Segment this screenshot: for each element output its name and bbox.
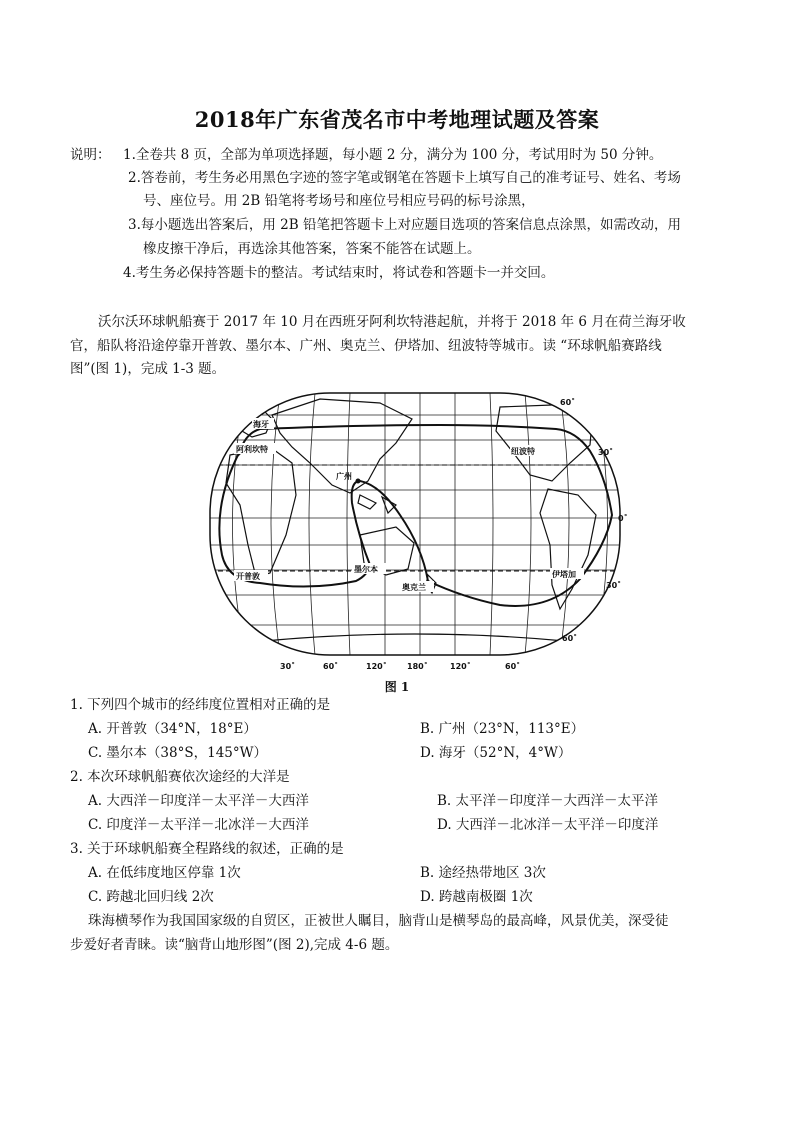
map-graticule bbox=[210, 393, 620, 655]
map-svg bbox=[200, 385, 630, 675]
instruction-item: 1.全卷共 8 页，全部为单项选择题，每小题 2 分，满分为 100 分，考试用时为 50 分钟。 bbox=[123, 147, 663, 163]
lon-label: 120˚ bbox=[450, 662, 471, 671]
question-stem: 2. 本次环球帆船赛依次途经的大洋是 bbox=[70, 769, 290, 785]
instructions-label: 说明： bbox=[70, 147, 111, 163]
city-label-itajai: 伊塔加 bbox=[552, 570, 576, 579]
lat-label: 30˚ bbox=[598, 448, 614, 457]
city-label-alicante: 阿利坎特 bbox=[236, 445, 268, 454]
lat-label: 30˚ bbox=[606, 581, 622, 590]
world-route-map bbox=[200, 385, 630, 675]
city-label-melbourne: 墨尔本 bbox=[354, 565, 378, 574]
question-option: A. 开普敦（34°N，18°E） bbox=[88, 721, 257, 737]
passage-line: 沃尔沃环球帆船赛于 2017 年 10 月在西班牙阿利坎特港起航，并将于 2018 年 6 月在荷兰海牙收 bbox=[98, 314, 686, 330]
instruction-item: 3.每小题选出答案后，用 2B 铅笔把答题卡上对应题目选项的答案信息点涂黑，如需改动，用 bbox=[128, 217, 681, 233]
instruction-item: 4.考生务必保持答题卡的整洁。考试结束时，将试卷和答题卡一并交回。 bbox=[123, 265, 555, 281]
lon-label: 60˚ bbox=[323, 662, 339, 671]
lon-label: 30˚ bbox=[280, 662, 296, 671]
passage-line: 步爱好者青睐。读“脑背山地形图”(图 2),完成 4-6 题。 bbox=[70, 937, 399, 953]
question-option: D. 海牙（52°N，4°W） bbox=[420, 745, 572, 761]
page-title: 2018年广东省茂名市中考地理试题及答案 bbox=[194, 107, 600, 132]
lat-label: 0˚ bbox=[618, 514, 628, 523]
instruction-item: 2.答卷前，考生务必用黑色字迹的签字笔或钢笔在答题卡上填写自己的准考证号、姓名、考场 bbox=[128, 170, 681, 186]
question-option: C. 印度洋－太平洋－北冰洋－大西洋 bbox=[88, 817, 309, 833]
city-marker bbox=[356, 479, 361, 484]
city-label-auckland: 奥克兰 bbox=[402, 583, 426, 592]
passage-line: 官，船队将沿途停靠开普敦、墨尔本、广州、奥克兰、伊塔加、纽波特等城市。读 “环球帆船赛路线 bbox=[70, 338, 662, 354]
instruction-item: 橡皮擦干净后，再选涂其他答案，答案不能答在试题上。 bbox=[143, 241, 481, 257]
city-label-capetown: 开普敦 bbox=[236, 572, 260, 581]
question-stem: 3. 关于环球帆船赛全程路线的叙述，正确的是 bbox=[70, 841, 344, 857]
question-option: B. 太平洋－印度洋－大西洋－太平洋 bbox=[437, 793, 659, 809]
city-label-haiya: 海牙 bbox=[253, 420, 269, 429]
question-option: B. 广州（23°N，113°E） bbox=[420, 721, 585, 737]
lon-label: 60˚ bbox=[505, 662, 521, 671]
lat-label: 60˚ bbox=[562, 634, 578, 643]
question-option: D. 跨越南极圈 1次 bbox=[420, 889, 533, 905]
question-option: D. 大西洋－北冰洋－太平洋－印度洋 bbox=[437, 817, 659, 833]
passage-line: 图”(图 1)，完成 1-3 题。 bbox=[70, 361, 226, 377]
question-option: A. 大西洋－印度洋－太平洋－大西洋 bbox=[88, 793, 309, 809]
instruction-item: 号、座位号。用 2B 铅笔将考场号和座位号相应号码的标号涂黑， bbox=[143, 193, 535, 209]
question-option: B. 途经热带地区 3次 bbox=[420, 865, 546, 881]
lat-label: 60˚ bbox=[560, 398, 576, 407]
question-option: C. 墨尔本（38°S，145°W） bbox=[88, 745, 268, 761]
lon-label: 180˚ bbox=[407, 662, 428, 671]
city-label-newport: 纽波特 bbox=[511, 447, 535, 456]
question-stem: 1. 下列四个城市的经纬度位置相对正确的是 bbox=[70, 697, 331, 713]
city-label-guangzhou: 广州 bbox=[336, 472, 352, 481]
lon-label: 120˚ bbox=[366, 662, 387, 671]
question-option: A. 在低纬度地区停靠 1次 bbox=[88, 865, 241, 881]
figure-caption: 图 1 bbox=[384, 680, 410, 694]
question-option: C. 跨越北回归线 2次 bbox=[88, 889, 214, 905]
passage-line: 珠海横琴作为我国国家级的自贸区，正被世人瞩目，脑背山是横琴岛的最高峰，风景优美，深受徒 bbox=[88, 913, 669, 929]
